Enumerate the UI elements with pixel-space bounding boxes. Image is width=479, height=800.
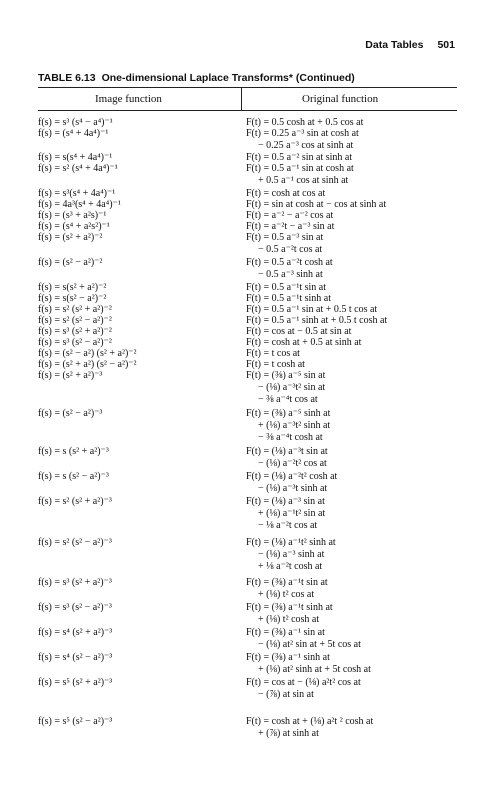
original-function-line: − (⅛) a⁻³t sinh at <box>258 483 328 494</box>
original-function-line: − ⅛ a⁻²t cos at <box>258 520 318 531</box>
original-function-line: F(t) = 0.5 a⁻¹ sinh at + 0.5 t cosh at <box>246 315 388 326</box>
original-function-line: F(t) = (⅛) a⁻³ sin at <box>246 496 325 507</box>
table-label: TABLE 6.13 <box>38 72 96 84</box>
original-function-line: F(t) = sin at cosh at − cos at sinh at <box>246 199 387 210</box>
image-function-cell: f(s) = 4a³(s⁴ + 4a⁴)⁻¹ <box>38 199 121 210</box>
image-function-cell: f(s) = (s² + a²)⁻² <box>38 232 103 243</box>
original-function-line: F(t) = a⁻²t − a⁻³ sin at <box>246 221 335 232</box>
original-function-line: F(t) = cos at − 0.5 at sin at <box>246 326 352 337</box>
image-function-cell: f(s) = s (s² + a²)⁻³ <box>38 446 109 457</box>
image-function-cell: f(s) = s² (s⁴ + 4a⁴)⁻¹ <box>38 163 118 174</box>
original-function-line: + 0.5 a⁻¹ cos at sinh at <box>258 175 349 186</box>
image-function-cell: f(s) = s³ (s² − a²)⁻² <box>38 337 112 348</box>
image-function-cell: f(s) = s³ (s² + a²)⁻³ <box>38 577 112 588</box>
original-function-line: − (⅛) a⁻³t² sin at <box>258 382 326 393</box>
original-function-line: + (⅛) at² sinh at + 5t cosh at <box>258 664 371 675</box>
original-function-line: + (⅛) a⁻¹t² sin at <box>258 508 326 519</box>
image-function-cell: f(s) = s² (s² + a²)⁻³ <box>38 496 112 507</box>
original-function-line: − 0.5 a⁻³ sinh at <box>258 269 323 280</box>
original-function-line: F(t) = (⅜) a⁻¹t sin at <box>246 577 328 588</box>
image-function-cell: f(s) = (s² + a²)⁻³ <box>38 370 103 381</box>
original-function-line: F(t) = 0.5 cosh at + 0.5 cos at <box>246 117 364 128</box>
original-function-line: F(t) = 0.5 a⁻¹t sinh at <box>246 293 332 304</box>
table-header-rule <box>38 110 457 111</box>
original-function-line: + ⅛ a⁻²t cosh at <box>258 561 323 572</box>
page-number: 501 <box>437 39 455 51</box>
original-function-line: F(t) = (⅜) a⁻⁵ sin at <box>246 370 326 381</box>
image-function-cell: f(s) = s² (s² + a²)⁻² <box>38 304 112 315</box>
column-header-original-function: Original function <box>302 93 379 105</box>
section-title: Data Tables <box>365 39 424 51</box>
running-header <box>365 39 455 51</box>
image-function-cell: f(s) = (s⁴ + a²s²)⁻¹ <box>38 221 110 232</box>
image-function-cell: f(s) = s⁴ (s² − a²)⁻³ <box>38 652 113 663</box>
original-function-line: F(t) = cos at − (⅛) a²t² cos at <box>246 677 361 688</box>
original-function-line: + (⅛) t² cosh at <box>258 614 320 625</box>
original-function-line: − 0.5 a⁻²t cos at <box>258 244 323 255</box>
original-function-line: − ⅜ a⁻⁴t cos at <box>258 394 318 405</box>
table-top-rule <box>38 87 457 88</box>
image-function-cell: f(s) = s(s² − a²)⁻² <box>38 293 107 304</box>
original-function-line: + (⅛) a⁻³t² sinh at <box>258 420 331 431</box>
image-function-cell: f(s) = s⁴ (s² + a²)⁻³ <box>38 627 113 638</box>
image-function-cell: f(s) = s³ (s⁴ − a⁴)⁻¹ <box>38 117 113 128</box>
image-function-cell: f(s) = (s² + a²) (s² − a²)⁻² <box>38 359 137 370</box>
image-function-cell: f(s) = s³ (s² − a²)⁻³ <box>38 602 112 613</box>
image-function-cell: f(s) = s(s² + a²)⁻² <box>38 282 107 293</box>
original-function-line: − ⅜ a⁻⁴t cosh at <box>258 432 323 443</box>
original-function-line: F(t) = (⅛) a⁻³t sin at <box>246 446 328 457</box>
table-title: One-dimensional Laplace Transforms* (Continued) <box>101 72 355 84</box>
image-function-cell: f(s) = (s² − a²) (s² + a²)⁻² <box>38 348 137 359</box>
image-function-cell: f(s) = s³ (s² + a²)⁻² <box>38 326 112 337</box>
header-column-divider <box>241 87 242 110</box>
original-function-line: F(t) = a⁻² − a⁻² cos at <box>246 210 334 221</box>
original-function-line: − (⅞) at sin at <box>258 689 314 700</box>
original-function-line: F(t) = cosh at cos at <box>246 188 326 199</box>
original-function-line: − (⅛) a⁻²t² cos at <box>258 458 327 469</box>
original-function-line: F(t) = 0.5 a⁻¹ sin at cosh at <box>246 163 354 174</box>
original-function-line: F(t) = (⅛) a⁻¹t² sinh at <box>246 537 336 548</box>
image-function-cell: f(s) = (s³ + a²s)⁻¹ <box>38 210 107 221</box>
original-function-line: F(t) = cosh at + 0.5 at sinh at <box>246 337 362 348</box>
column-header-image-function: Image function <box>95 93 162 105</box>
image-function-cell: f(s) = s³(s⁴ + 4a⁴)⁻¹ <box>38 188 116 199</box>
image-function-cell: f(s) = s⁵ (s² + a²)⁻³ <box>38 677 113 688</box>
original-function-line: F(t) = 0.5 a⁻²t cosh at <box>246 257 333 268</box>
original-function-line: − 0.25 a⁻³ cos at sinh at <box>258 140 354 151</box>
image-function-cell: f(s) = s² (s² − a²)⁻² <box>38 315 112 326</box>
original-function-line: F(t) = (⅜) a⁻¹ sin at <box>246 627 325 638</box>
original-function-line: F(t) = (⅜) a⁻⁵ sinh at <box>246 408 331 419</box>
table-caption <box>38 72 355 84</box>
original-function-line: − (⅛) a⁻³ sinh at <box>258 549 325 560</box>
image-function-cell: f(s) = (s⁴ + 4a⁴)⁻¹ <box>38 128 109 139</box>
original-function-line: + (⅛) t² cos at <box>258 589 315 600</box>
original-function-line: F(t) = (⅜) a⁻¹ sinh at <box>246 652 330 663</box>
original-function-line: − (⅛) at² sin at + 5t cos at <box>258 639 361 650</box>
image-function-cell: f(s) = (s² − a²)⁻² <box>38 257 103 268</box>
original-function-line: F(t) = 0.5 a⁻² sin at sinh at <box>246 152 353 163</box>
original-function-line: F(t) = t cosh at <box>246 359 305 370</box>
image-function-cell: f(s) = s⁵ (s² − a²)⁻³ <box>38 716 113 727</box>
original-function-line: + (⅞) at sinh at <box>258 728 319 739</box>
original-function-line: F(t) = cosh at + (⅛) a²t ² cosh at <box>246 716 374 727</box>
original-function-line: F(t) = 0.25 a⁻³ sin at cosh at <box>246 128 359 139</box>
original-function-line: F(t) = 0.5 a⁻³ sin at <box>246 232 324 243</box>
original-function-line: F(t) = t cos at <box>246 348 300 359</box>
image-function-cell: f(s) = s (s² − a²)⁻³ <box>38 471 109 482</box>
original-function-line: F(t) = 0.5 a⁻¹ sin at + 0.5 t cos at <box>246 304 378 315</box>
image-function-cell: f(s) = s(s⁴ + 4a⁴)⁻¹ <box>38 152 113 163</box>
original-function-line: F(t) = (⅜) a⁻¹t sinh at <box>246 602 333 613</box>
image-function-cell: f(s) = (s² − a²)⁻³ <box>38 408 103 419</box>
original-function-line: F(t) = 0.5 a⁻¹t sin at <box>246 282 327 293</box>
image-function-cell: f(s) = s² (s² − a²)⁻³ <box>38 537 112 548</box>
original-function-line: F(t) = (⅛) a⁻²t² cosh at <box>246 471 338 482</box>
